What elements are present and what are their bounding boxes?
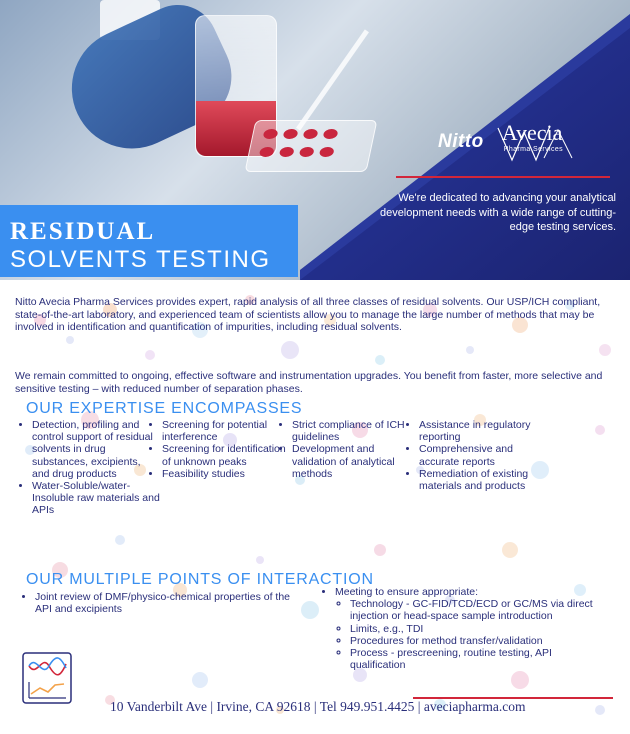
list-item [335, 586, 605, 671]
list-item: • Feasibility studies [162, 468, 292, 480]
footer-contact: 10 Vanderbilt Ave | Irvine, CA 92618 | Tel 949.951.4425 | aveciapharma.com [110, 699, 526, 714]
list-item: • Development and validation of analytical methods [292, 443, 420, 480]
title-line-2: SOLVENTS TESTING [10, 246, 271, 273]
list-item: • Screening for identification of unknown peaks [162, 443, 292, 467]
tagline: We're dedicated to advancing your analytical development needs with a wide range of cutting-edge testing services. [379, 192, 616, 233]
intro-paragraph-2: We remain committed to ongoing, effective software and instrumentation upgrades. You benefit from faster, more selective and sensitive testing – with reduced number of separation phases. [15, 370, 603, 395]
expertise-column-3 [279, 419, 420, 480]
avecia-wordmark: Avecia [501, 120, 563, 145]
interaction-left-list [22, 591, 305, 615]
list-item: • Assistance in regulatory reporting [419, 419, 543, 443]
title-line-1: RESIDUAL [10, 218, 156, 245]
list-item: • Joint review of DMF/physico-chemical properties of the API and excipients [35, 591, 305, 615]
list-item: • Water-Soluble/water-Insoluble raw materials and APIs [32, 480, 160, 517]
list-item: ◦ Technology - GC-FID/TCD/ECD or GC/MS via direct injection or head-space sample introduction [350, 598, 605, 622]
expertise-column-2 [149, 419, 292, 480]
brand-logos [438, 122, 586, 162]
list-item: ◦ Procedures for method transfer/validation [350, 635, 605, 647]
list-item: ◦ Process - prescreening, routine testing, API qualification [350, 647, 605, 671]
list-item: • Remediation of existing materials and products [419, 468, 543, 492]
list-item: • Detection, profiling and control support of residual solvents in drug substances, excipients, and drug products [32, 419, 160, 480]
line-chart-icon [22, 652, 72, 704]
list-item: • Strict compliance of ICH guidelines [292, 419, 420, 443]
list-item: • Screening for potential interference [162, 419, 292, 443]
interaction-heading: OUR MULTIPLE POINTS OF INTERACTION [26, 571, 374, 588]
list-item: • Comprehensive and accurate reports [419, 443, 543, 467]
hero-divider [396, 176, 610, 178]
meeting-title: Meeting to ensure appropriate: [335, 586, 479, 598]
nitto-logo: Nitto [438, 131, 484, 152]
interaction-right-list [322, 586, 605, 671]
intro-paragraph-1: Nitto Avecia Pharma Services provides expert, rapid analysis of all three classes of residual solvents. Our USP/ICH compliant, state-of-the-art laboratory, and experienced team of scientists allow you to manage the large number of methods that may be involved in identification and quantification of impurities, including residual solvents. [15, 296, 601, 333]
avecia-subtitle: Pharma Services [503, 146, 564, 153]
meeting-sublist [335, 598, 605, 671]
avecia-logo [494, 122, 586, 162]
list-item: ◦ Limits, e.g., TDI [350, 623, 605, 635]
expertise-heading: OUR EXPERTISE ENCOMPASSES [26, 400, 303, 417]
expertise-column-1 [19, 419, 160, 517]
expertise-column-4 [406, 419, 543, 492]
